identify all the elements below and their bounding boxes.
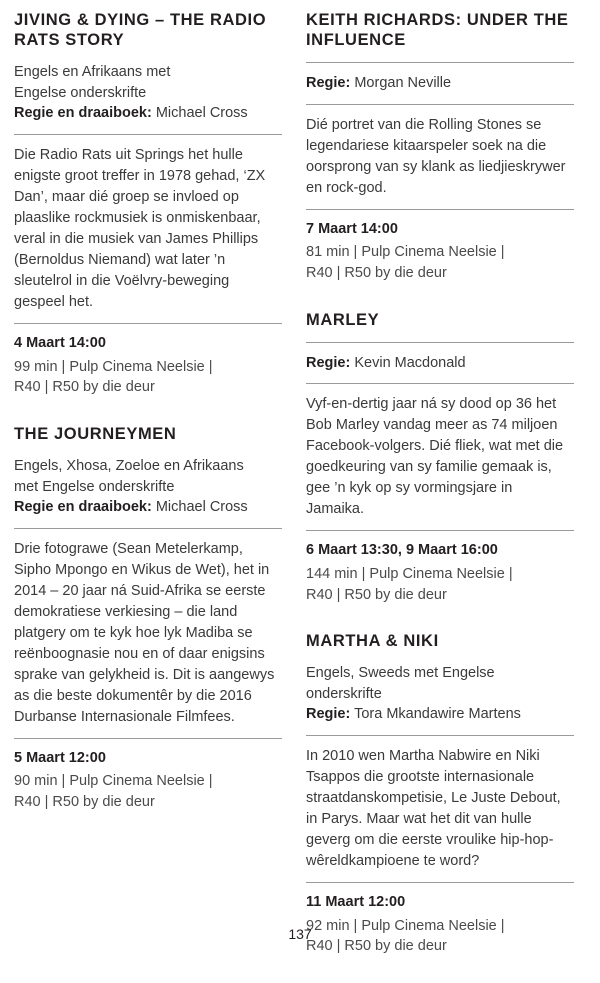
credit-line: Engels, Sweeds met Engelse onderskrifte bbox=[306, 665, 495, 702]
divider bbox=[306, 209, 574, 210]
film-title: JIVING & DYING – THE RADIO RATS STORY bbox=[14, 11, 267, 50]
credit-value: Morgan Neville bbox=[350, 75, 452, 92]
screening-price-line: R40 | R50 by die deur bbox=[14, 379, 155, 396]
divider bbox=[306, 62, 574, 63]
film-entry bbox=[14, 10, 282, 398]
divider bbox=[14, 738, 282, 739]
film-synopsis: Dié portret van die Rolling Stones se legendariese kitaarspeler soek na die oorsprong van sy klank as liedjieskrywer en rock-god. bbox=[306, 116, 566, 196]
divider bbox=[14, 134, 282, 135]
film-entry bbox=[306, 631, 574, 957]
screening-details bbox=[14, 357, 282, 398]
credit-line: met Engelse onderskrifte bbox=[14, 478, 175, 495]
divider bbox=[14, 528, 282, 529]
screening-price-line: R40 | R50 by die deur bbox=[306, 586, 447, 603]
screening-details bbox=[14, 771, 282, 812]
film-synopsis: Vyf-en-dertig jaar ná sy dood op 36 het Bob Marley vandag meer as 74 miljoen Facebook-volgers. Dié fliek, wat met die goedkeuring van sy familie gemaak is, gee ’n kyk op sy vormingsjare in Jamaika. bbox=[306, 396, 564, 518]
credit-line: Engels en Afrikaans met bbox=[14, 64, 171, 81]
film-entry bbox=[306, 310, 574, 606]
column-left bbox=[14, 10, 282, 839]
credit-label: Regie: bbox=[306, 75, 351, 92]
screening-date: 7 Maart 14:00 bbox=[306, 220, 398, 237]
two-column-layout bbox=[14, 10, 586, 983]
divider bbox=[306, 383, 574, 384]
screening-detail-line: 99 min | Pulp Cinema Neelsie | bbox=[14, 358, 213, 375]
credit-line bbox=[14, 103, 282, 124]
screening-detail-line: 92 min | Pulp Cinema Neelsie | bbox=[306, 917, 505, 934]
credit-line bbox=[306, 353, 574, 374]
divider bbox=[306, 342, 574, 343]
film-synopsis: Die Radio Rats uit Springs het hulle enigste groot treffer in 1978 gehad, ‘ZX Dan’, maar dié groep se invloed op plaaslike rockmusiek is onmiskenbaar, veral in die musiek van James Phillips (Bernoldus Niemand) wat later ’n sleutelrol in die Voëlvry-beweging gespeel het. bbox=[14, 146, 266, 311]
screening-details bbox=[306, 242, 574, 283]
credit-value: Michael Cross bbox=[151, 105, 248, 122]
film-title: THE JOURNEYMEN bbox=[14, 424, 177, 443]
film-credits bbox=[306, 353, 574, 374]
credit-value: Tora Mkandawire Martens bbox=[350, 706, 521, 723]
screening-date: 5 Maart 12:00 bbox=[14, 749, 106, 766]
credit-line bbox=[306, 73, 574, 94]
screening-price-line: R40 | R50 by die deur bbox=[14, 793, 155, 810]
film-synopsis: Drie fotograwe (Sean Metelerkamp, Sipho Mpongo en Wikus de Wet), het in 2014 – 20 jaar ná Suid-Afrika se eerste demokratiese verkiesing – die land platgery om te kyk hoe lyk Madiba se reënboognasie nou en of daar enigsins sprake van gelykheid is. Dit is aangewys as die beste dokumentêr by die 2016 Durbanse Internasionale Filmfees. bbox=[14, 540, 275, 725]
film-entry bbox=[306, 10, 574, 284]
divider bbox=[306, 882, 574, 883]
credit-label: Regie en draaiboek: bbox=[14, 499, 152, 516]
film-title: MARLEY bbox=[306, 310, 380, 329]
film-synopsis: In 2010 wen Martha Nabwire en Niki Tsappos die grootste internasionale straatdanskompetisie, Le Juste Debout, in Parys. Maar wat het dit van hulle geverg om die eerste vroulike hip-hop-wêreldkampioene te word? bbox=[306, 747, 561, 870]
column-right bbox=[306, 10, 574, 983]
film-credits bbox=[306, 663, 574, 725]
screening-detail-line: 144 min | Pulp Cinema Neelsie | bbox=[306, 565, 513, 582]
divider bbox=[306, 735, 574, 736]
credit-label: Regie: bbox=[306, 354, 351, 371]
film-credits bbox=[14, 62, 282, 124]
film-title: KEITH RICHARDS: UNDER THE INFLUENCE bbox=[306, 11, 569, 50]
page-number: 137 bbox=[288, 926, 312, 942]
credit-line: Engels, Xhosa, Zoeloe en Afrikaans bbox=[14, 457, 244, 474]
screening-details bbox=[306, 564, 574, 605]
screening-detail-line: 90 min | Pulp Cinema Neelsie | bbox=[14, 773, 213, 790]
film-credits bbox=[14, 456, 282, 518]
screening-date: 6 Maart 13:30, 9 Maart 16:00 bbox=[306, 542, 498, 559]
credit-line: Engelse onderskrifte bbox=[14, 84, 147, 101]
divider bbox=[306, 104, 574, 105]
divider bbox=[14, 323, 282, 324]
divider bbox=[306, 530, 574, 531]
credit-line bbox=[14, 497, 282, 518]
credit-label: Regie: bbox=[306, 706, 351, 723]
credit-value: Michael Cross bbox=[151, 499, 248, 516]
film-credits bbox=[306, 73, 574, 94]
screening-detail-line: 81 min | Pulp Cinema Neelsie | bbox=[306, 244, 505, 261]
screening-price-line: R40 | R50 by die deur bbox=[306, 938, 447, 955]
credit-line bbox=[306, 704, 574, 725]
screening-date: 11 Maart 12:00 bbox=[306, 894, 406, 911]
screening-date: 4 Maart 14:00 bbox=[14, 335, 106, 352]
screening-price-line: R40 | R50 by die deur bbox=[306, 265, 447, 282]
credit-value: Kevin Macdonald bbox=[350, 354, 466, 371]
credit-label: Regie en draaiboek: bbox=[14, 105, 152, 122]
film-entry bbox=[14, 424, 282, 813]
film-title: MARTHA & NIKI bbox=[306, 632, 439, 651]
